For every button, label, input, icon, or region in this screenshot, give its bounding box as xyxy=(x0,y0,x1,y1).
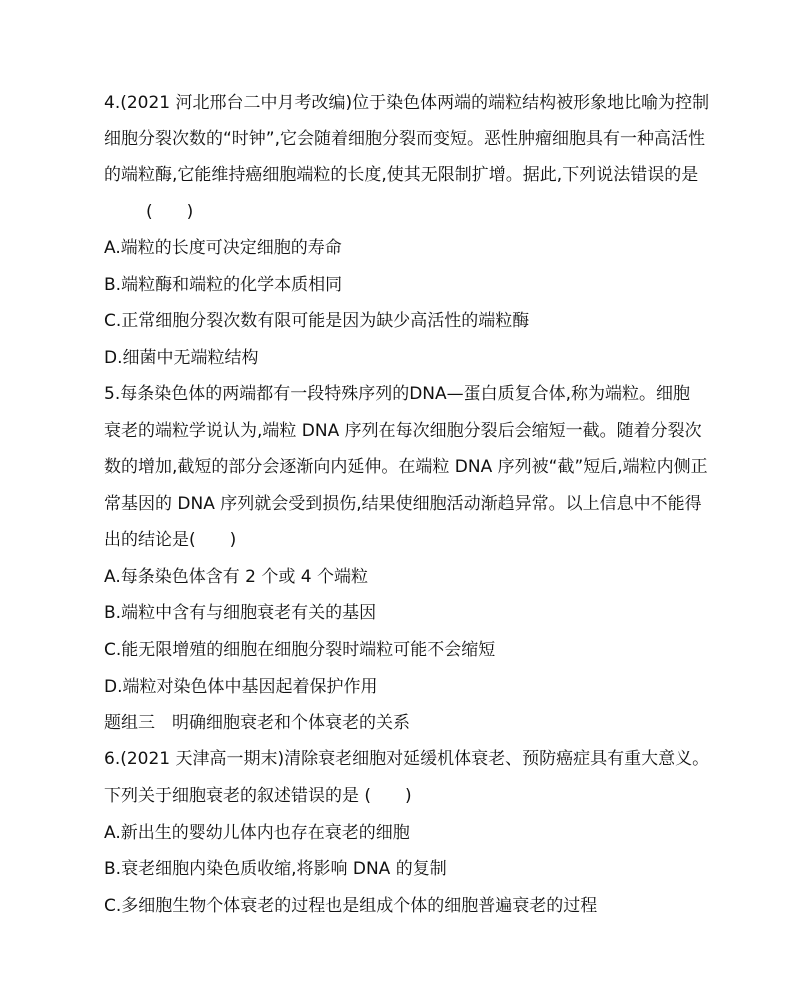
question-6-stem-line-1: 6.(2021 天津高一期末)清除衰老细胞对延缓机体衰老、预防癌症具有重大意义。 xyxy=(104,749,710,769)
question-5-stem-line-3: 数的增加,截短的部分会逐渐向内延伸。在端粒 DNA 序列被“截”短后,端粒内侧正 xyxy=(104,457,708,477)
question-5-stem-line-2: 衰老的端粒学说认为,端粒 DNA 序列在每次细胞分裂后会缩短一截。随着分裂次 xyxy=(104,421,702,441)
question-6-option-a: A.新出生的婴幼儿体内也存在衰老的细胞 xyxy=(104,823,410,843)
question-4-option-c: C.正常细胞分裂次数有限可能是因为缺少高活性的端粒酶 xyxy=(104,311,530,331)
question-4-answer-blank: ( ) xyxy=(146,202,194,222)
question-5-option-b: B.端粒中含有与细胞衰老有关的基因 xyxy=(104,603,377,623)
question-5-stem-line-5: 出的结论是( ) xyxy=(104,530,237,550)
question-4-option-b: B.端粒酶和端粒的化学本质相同 xyxy=(104,275,343,295)
question-4-stem-line-1: 4.(2021 河北邢台二中月考改编)位于染色体两端的端粒结构被形象地比喻为控制 xyxy=(104,93,710,113)
question-4-option-a: A.端粒的长度可决定细胞的寿命 xyxy=(104,238,342,258)
question-4-option-d: D.细菌中无端粒结构 xyxy=(104,348,259,368)
question-5-stem-line-1: 5.每条染色体的两端都有一段特殊序列的DNA—蛋白质复合体,称为端粒。细胞 xyxy=(104,384,691,404)
question-5-option-a: A.每条染色体含有 2 个或 4 个端粒 xyxy=(104,567,368,587)
question-4-stem-line-2: 细胞分裂次数的“时钟”,它会随着细胞分裂而变短。恶性肿瘤细胞具有一种高活性 xyxy=(104,129,706,149)
question-5-option-c: C.能无限增殖的细胞在细胞分裂时端粒可能不会缩短 xyxy=(104,640,496,660)
question-4-stem-line-3: 的端粒酶,它能维持癌细胞端粒的长度,使其无限制扩增。据此,下列说法错误的是 xyxy=(104,165,699,185)
question-6-stem-line-2: 下列关于细胞衰老的叙述错误的是 ( ) xyxy=(104,786,412,806)
question-5-option-d: D.端粒对染色体中基因起着保护作用 xyxy=(104,677,378,697)
question-group-3-heading: 题组三 明确细胞衰老和个体衰老的关系 xyxy=(104,713,410,733)
question-6-option-c: C.多细胞生物个体衰老的过程也是组成个体的细胞普遍衰老的过程 xyxy=(104,896,598,916)
question-6-option-b: B.衰老细胞内染色质收缩,将影响 DNA 的复制 xyxy=(104,859,447,879)
question-5-stem-line-4: 常基因的 DNA 序列就会受到损伤,结果使细胞活动渐趋异常。以上信息中不能得 xyxy=(104,494,702,514)
